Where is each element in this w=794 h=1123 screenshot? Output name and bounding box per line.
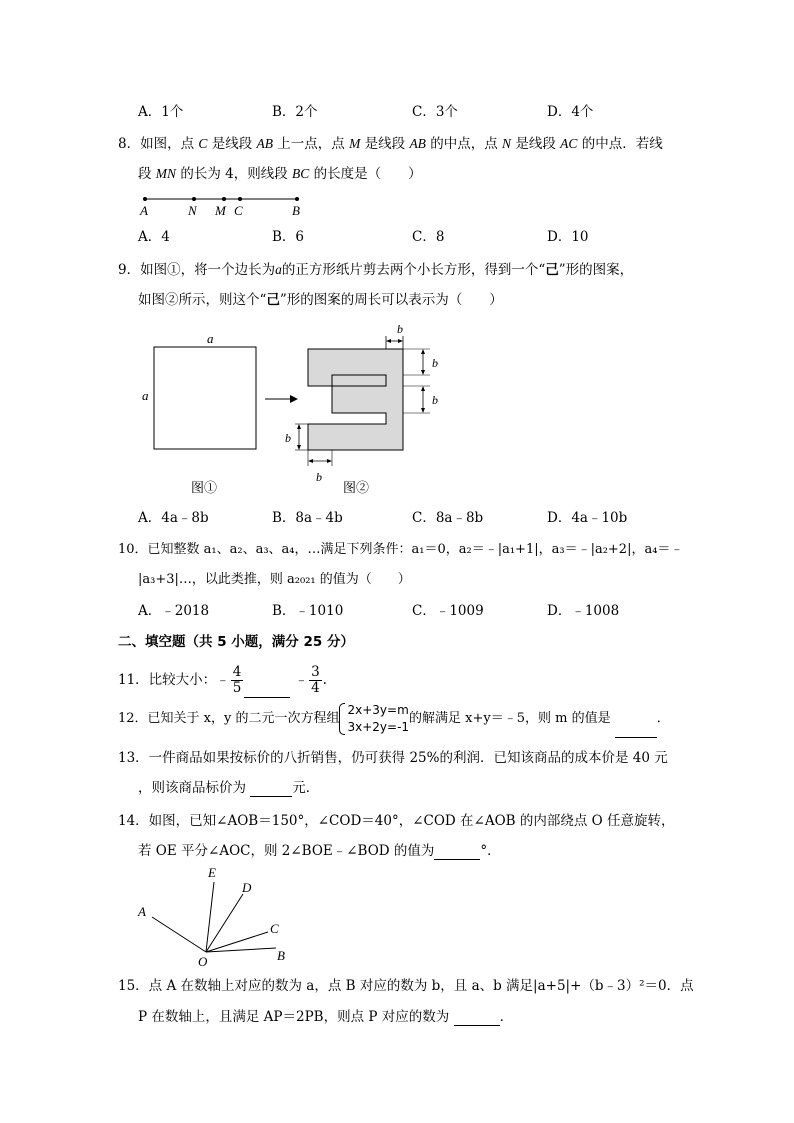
dim-b-right-1: b — [432, 356, 438, 370]
equation-system: 2x+3y=m 3x+2y=-1 — [339, 702, 409, 736]
q8-line2: 段 MN 的长为 4，则线段 BC 的长度是（ ） — [138, 166, 422, 182]
q13-line2: ，则该商品标价为 元． — [138, 780, 320, 796]
fraction-1: $\frac{4}{5}$ — [232, 664, 242, 696]
q7-option-a: A．1个 — [138, 104, 184, 120]
q8-segment-figure — [136, 192, 316, 220]
fig2-caption: 图② — [343, 480, 370, 495]
square-figure — [154, 347, 256, 449]
section-title: 二、填空题（共 5 小题，满分 25 分） — [118, 634, 354, 650]
q13-answer-blank[interactable] — [250, 796, 292, 797]
q15-line1: 15．点 A 在数轴上对应的数为 a，点 B 对应的数为 b，且 a、b 满足|a+5|+（b﹣3）²＝0．点 — [118, 978, 694, 994]
point-c — [238, 197, 242, 201]
q13-line1: 13．一件商品如果按标价的八折销售，仍可获得 25%的利润．已知该商品的成本价是 40 元 — [118, 750, 668, 766]
label-a: A — [140, 203, 148, 218]
q8-line1: 8．如图，点 C 是线段 AB 上一点，点 M 是线段 AB 的中点，点 N 是线段 AC 的中点．若线 — [118, 136, 663, 152]
q10-option-b: B．﹣1010 — [272, 603, 344, 619]
label-m: M — [215, 203, 226, 218]
q14-angle-figure — [130, 862, 300, 972]
point-a — [143, 197, 147, 201]
svg-text:E: E — [208, 865, 216, 880]
side-label-top: a — [207, 331, 214, 346]
svg-text:A: A — [138, 904, 146, 919]
q14-line2: 若 OE 平分∠AOC，则 2∠BOE﹣∠BOD 的值为 °． — [138, 843, 501, 859]
fraction-2: $\frac{3}{4}$ — [311, 664, 320, 696]
q12: 12．已知关于 x，y 的二元一次方程组 2x+3y=m 3x+2y=-1 的解满足 x+y＝﹣5，则 m 的值是 ． — [118, 700, 670, 738]
q9-option-b: B．8a﹣4b — [272, 510, 343, 526]
label-n: N — [188, 203, 197, 218]
q8-option-b: B．6 — [272, 229, 305, 245]
q9-option-a: A．4a﹣8b — [138, 510, 209, 526]
q11-answer-blank[interactable] — [244, 697, 290, 698]
cut-shape-figure — [308, 349, 403, 450]
svg-text:C: C — [270, 921, 279, 936]
svg-text:B: B — [277, 948, 285, 963]
svg-text:O: O — [198, 954, 208, 969]
q9-line1: 9．如图①，将一个边长为a的正方形纸片剪去两个小长方形，得到一个“己”形的图案， — [118, 262, 634, 278]
q10-line2: |a₃+3|…，以此类推，则 a₂₀₂₁ 的值为（ ） — [138, 572, 411, 587]
q15-line2: P 在数轴上，且满足 AP＝2PB，则点 P 对应的数为 ． — [138, 1009, 514, 1025]
q9-figures — [135, 318, 455, 498]
label-b: B — [292, 203, 300, 218]
q8-option-c: C．8 — [412, 229, 445, 245]
dim-b-top: b — [397, 322, 403, 336]
q7-option-c: C．3个 — [412, 104, 458, 120]
q12-answer-blank[interactable] — [615, 737, 657, 738]
q14-answer-blank[interactable] — [434, 859, 480, 860]
dim-b-bottom: b — [316, 470, 322, 484]
dim-b-right-2: b — [432, 393, 438, 407]
q15-answer-blank[interactable] — [454, 1025, 500, 1026]
point-n — [192, 197, 196, 201]
side-label-left: a — [142, 388, 149, 403]
q10-option-c: C．﹣1009 — [412, 603, 484, 619]
q9-option-d: D．4a﹣10b — [547, 510, 628, 526]
q9-line2: 如图②所示，则这个“己”形的图案的周长可以表示为（ ） — [138, 292, 503, 308]
q11: 11．比较大小：﹣ $\frac{4}{5}$ ﹣ $\frac{3}{4}$ . — [118, 664, 327, 696]
q10-line1: 10．已知整数 a₁、a₂、a₃、a₄，…满足下列条件：a₁＝0，a₂＝﹣|a₁+1|，a₃＝﹣|a₂+2|，a₄＝﹣ — [118, 542, 684, 557]
q9-option-c: C．8a﹣8b — [412, 510, 484, 526]
q8-option-a: A．4 — [138, 229, 170, 245]
svg-text:D: D — [242, 880, 252, 895]
point-b — [295, 197, 299, 201]
dim-b-left: b — [285, 431, 291, 445]
ray-oa — [152, 917, 206, 952]
label-c: C — [234, 203, 243, 218]
q10-option-a: A．﹣2018 — [138, 603, 210, 619]
q14-line1: 14．如图，已知∠AOB＝150°，∠COD＝40°，∠COD 在∠AOB 的内部绕点 O 任意旋转， — [118, 813, 675, 829]
q10-option-d: D．﹣1008 — [547, 603, 620, 619]
q8-option-d: D．10 — [547, 229, 589, 245]
q7-option-d: D．4个 — [547, 104, 594, 120]
q7-option-b: B．2个 — [272, 104, 318, 120]
fig1-caption: 图① — [191, 480, 218, 495]
point-m — [222, 197, 226, 201]
